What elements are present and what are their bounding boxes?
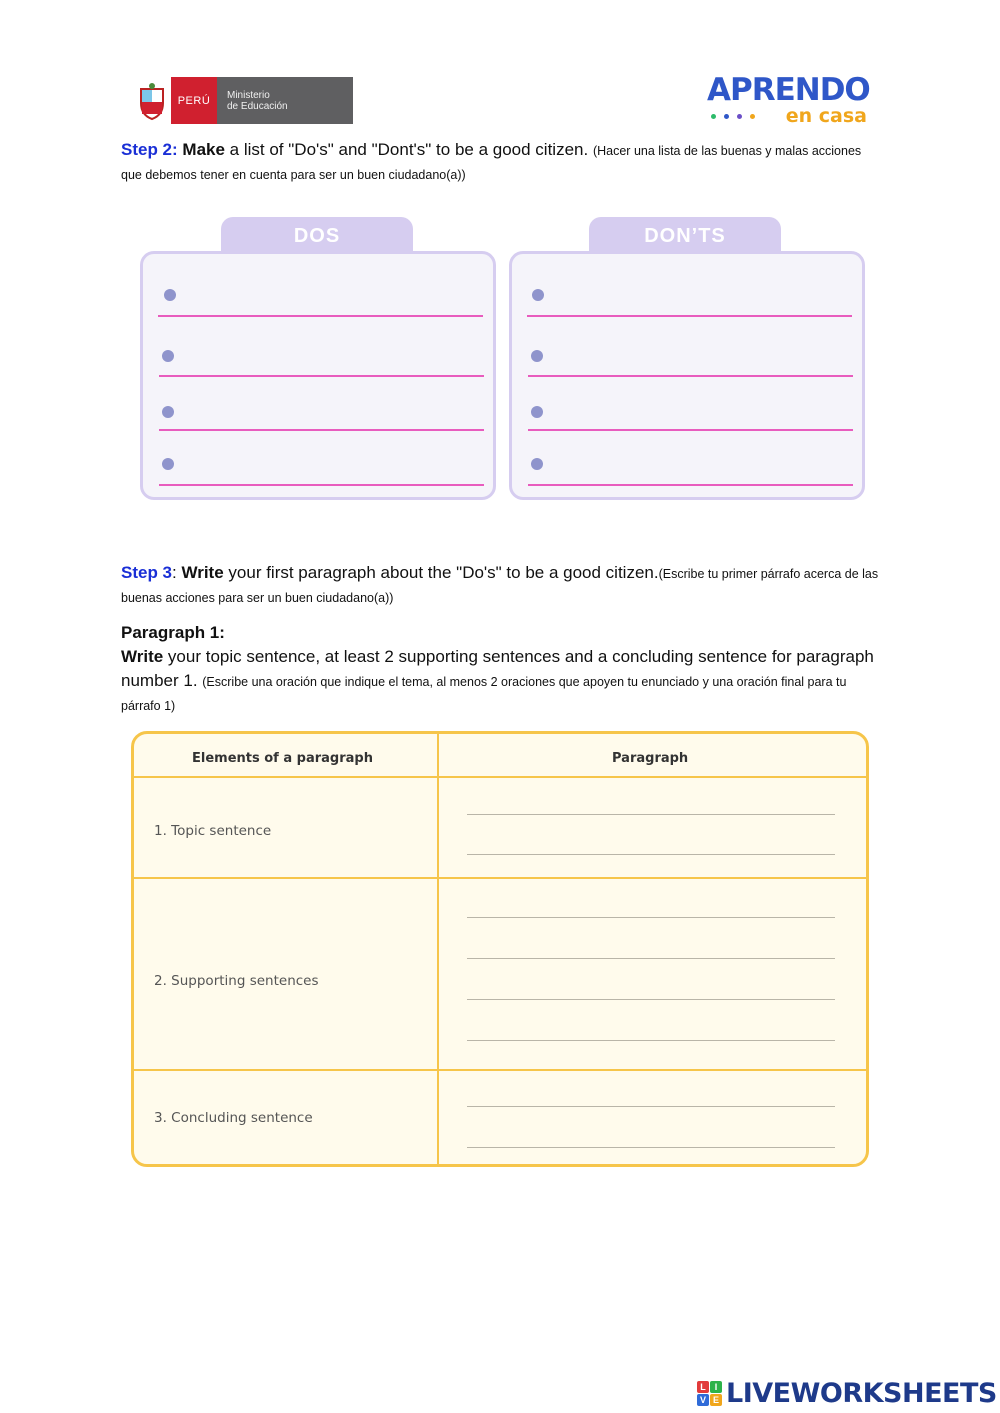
dos-line-1[interactable] xyxy=(158,315,483,317)
row-label-concluding: 3. Concluding sentence xyxy=(154,1110,313,1126)
bullet-icon xyxy=(162,458,174,470)
dos-line-2[interactable] xyxy=(159,375,484,377)
donts-line-1[interactable] xyxy=(527,315,852,317)
col-header-paragraph: Paragraph xyxy=(612,751,689,766)
dos-tab: DOS xyxy=(221,217,413,253)
bullet-icon xyxy=(164,289,176,301)
ministry-logo xyxy=(133,77,353,124)
dos-card xyxy=(140,251,496,500)
topic-line-2[interactable] xyxy=(467,854,835,855)
col-header-elements: Elements of a paragraph xyxy=(192,751,373,766)
aprendo-subtitle: en casa xyxy=(785,105,867,127)
color-dots-icon xyxy=(707,114,755,119)
ministry-name: Ministerio de Educación xyxy=(217,77,353,124)
concluding-line-2[interactable] xyxy=(467,1147,835,1148)
step2-text: a list of "Do's" and "Dont's" to be a good citizen. xyxy=(224,140,589,159)
row-label-supporting: 2. Supporting sentences xyxy=(154,973,319,989)
step2-instruction xyxy=(121,138,881,186)
row-label-topic: 1. Topic sentence xyxy=(154,823,272,839)
step3-label: Step 3 xyxy=(121,563,173,582)
topic-line-1[interactable] xyxy=(467,814,835,815)
paragraph-table xyxy=(131,731,869,1167)
dos-line-3[interactable] xyxy=(159,429,484,431)
supporting-line-2[interactable] xyxy=(467,958,835,959)
supporting-line-3[interactable] xyxy=(467,999,835,1000)
paragraph1-note: (Escribe una oración que indique el tema, al menos 2 oraciones que apoyen tu enunciado y una oración final para tu párrafo 1) xyxy=(121,675,847,713)
donts-card xyxy=(509,251,865,500)
supporting-line-1[interactable] xyxy=(467,917,835,918)
step2-label: Step 2: xyxy=(121,140,178,159)
bullet-icon xyxy=(531,458,543,470)
coat-of-arms-icon xyxy=(133,77,171,124)
donts-line-4[interactable] xyxy=(528,484,853,486)
paragraph1-text: your topic sentence, at least 2 supporting sentences and a concluding sentence for paragraph number 1. xyxy=(121,647,874,690)
peru-label: PERÚ xyxy=(171,77,217,124)
step3-verb: Write xyxy=(181,563,224,582)
step3-note: (Escribe tu primer párrafo acerca de las buenas acciones para ser un buen ciudadano(a)) xyxy=(121,567,879,605)
dos-line-4[interactable] xyxy=(159,484,484,486)
paragraph1-verb: Write xyxy=(121,647,164,666)
bullet-icon xyxy=(162,350,174,362)
bullet-icon xyxy=(531,350,543,362)
donts-line-3[interactable] xyxy=(528,429,853,431)
liveworksheets-grid-icon: L I V E xyxy=(697,1381,722,1406)
donts-line-2[interactable] xyxy=(528,375,853,377)
paragraph1-instruction xyxy=(121,621,881,717)
bullet-icon xyxy=(162,406,174,418)
step3-text: your first paragraph about the "Do's" to be a good citizen. xyxy=(223,563,659,582)
bullet-icon xyxy=(531,406,543,418)
aprendo-en-casa-logo xyxy=(707,72,870,127)
bullet-icon xyxy=(532,289,544,301)
concluding-line-1[interactable] xyxy=(467,1106,835,1107)
step3-instruction: Step 3: Write your first paragraph about the "Do's" to be a good citizen.(Escribe tu primer párrafo acerca de las buenas acciones para ser un buen ciudadano(a)) xyxy=(121,563,879,605)
liveworksheets-brand: LIVEWORKSHEETS xyxy=(726,1378,997,1409)
liveworksheets-logo xyxy=(697,1378,997,1409)
donts-tab: DON’TS xyxy=(589,217,781,253)
paragraph1-heading: Paragraph 1: xyxy=(121,623,225,642)
aprendo-title: APRENDO xyxy=(707,72,870,108)
step2-note: (Hacer una lista de las buenas y malas acciones que debemos tener en cuenta para ser un buen ciudadano(a)) xyxy=(121,144,862,182)
step2-verb: Make xyxy=(182,140,225,159)
supporting-line-4[interactable] xyxy=(467,1040,835,1041)
